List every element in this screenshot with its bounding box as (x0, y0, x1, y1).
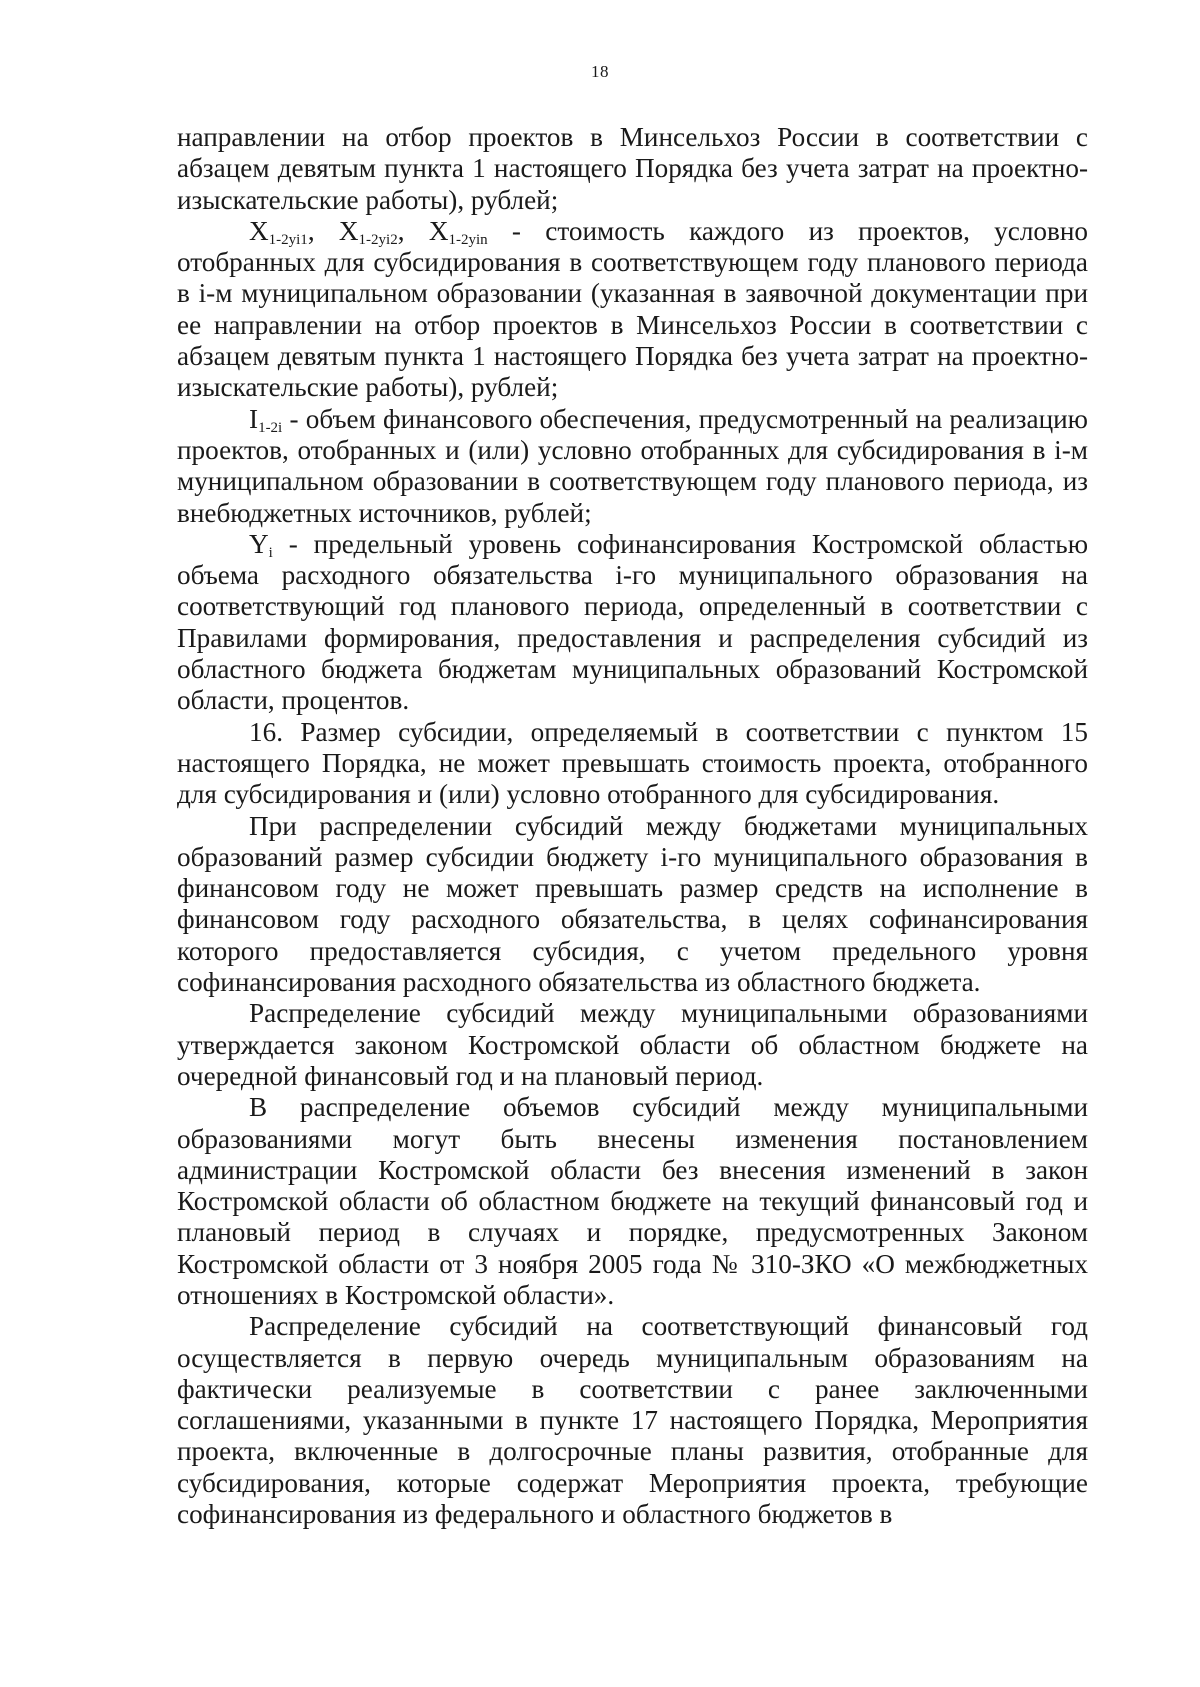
definition-text: - стоимость каждого из проектов, условно отобранных для субсидирования в соответствующем году планового периода в i-м муниципальном образовании (указанная в заявочной документации при ее направлении на отбор проектов в Минсельхоз России в соответствии с абзацем девятым пункта 1 настоящего Порядка без учета затрат на проектно-изыскательские работы), рублей; (177, 215, 1088, 403)
paragraph-continuation: направлении на отбор проектов в Минсельхоз России в соответствии с абзацем девятым пункта 1 настоящего Порядка без учета затрат на проектно-изыскательские работы), рублей; (177, 122, 1088, 215)
page-number: 18 (591, 62, 609, 81)
paragraph-i-definition (177, 404, 1088, 529)
paragraph-distribution-law: Распределение субсидий между муниципальными образованиями утверждается законом Костромской области об областном бюджете на очередной финансовый год и на плановый период. (177, 998, 1088, 1091)
definition-text: - предельный уровень софинансирования Костромской областью объема расходного обязательства i-го муниципального образования на соответствующий год планового периода, определенный в соответствии с Правилами формирования, предоставления и распределения субсидий из областного бюджета бюджетам муниципальных образований Костромской области, процентов. (177, 528, 1088, 716)
document-body (177, 122, 1088, 1530)
paragraph-item-16: 16. Размер субсидии, определяемый в соответствии с пунктом 15 настоящего Порядка, не может превышать стоимость проекта, отобранного для субсидирования и (или) условно отобранного для субсидирования. (177, 716, 1088, 810)
paragraph-distribution-changes: В распределение объемов субсидий между муниципальными образованиями могут быть внесены изменения постановлением администрации Костромской области без внесения изменений в закон Костромской области об областном бюджете на текущий финансовый год и плановый период в случаях и порядке, предусмотренных Законом Костромской области от 3 ноября 2005 года № 310-ЗКО «О межбюджетных отношениях в Костромской области». (177, 1092, 1088, 1310)
symbol-x1: $X_{1-2yi1}$ (249, 215, 308, 248)
definition-text: - объем финансового обеспечения, предусмотренный на реализацию проектов, отобранных и (или) условно отобранных для субсидирования в i-м муниципальном образовании в соответствующем году планового периода, из внебюджетных источников, рублей; (177, 403, 1088, 528)
paragraph-distribution-limit: При распределении субсидий между бюджетами муниципальных образований размер субсидии бюджету i-го муниципального образования в финансовом году не может превышать размер средств на исполнение в финансовом году расходного обязательства, в целях софинансирования которого предоставляется субсидия, с учетом предельного уровня софинансирования расходного обязательства из областного бюджета. (177, 810, 1088, 998)
paragraph-x-definition: $X_{1-2yi1}$, $X_{1-2yi2}$, $X_{1-2yin}$ - стоимость каждого из проектов, условно отобранных для субсидирования в соответствующем году планового периода в i-м муниципальном образовании (указанная в заявочной документации при ее направлении на отбор проектов в Минсельхоз России в соответствии с абзацем девятым пункта 1 настоящего Порядка без учета затрат на проектно-изыскательские работы), рублей; (177, 215, 1088, 403)
symbol-x2: $X_{1-2yi2}$ (338, 215, 398, 248)
symbol-i: $I_{1-2i}$ (249, 403, 283, 436)
paragraph-distribution-priority: Распределение субсидий на соответствующий финансовый год осуществляется в первую очередь муниципальным образованиям на фактически реализуемые в соответствии с ранее заключенными соглашениями, указанными в пункте 17 настоящего Порядка, Мероприятия проекта, включенные в долгосрочные планы развития, отобранные для субсидирования, которые содержат Мероприятия проекта, требующие софинансирования из федерального и областного бюджетов в (177, 1311, 1088, 1530)
paragraph-y-definition (177, 529, 1088, 717)
symbol-y: $Y_i$ (249, 528, 273, 561)
symbol-xn: $X_{1-2yin}$ (428, 215, 488, 248)
